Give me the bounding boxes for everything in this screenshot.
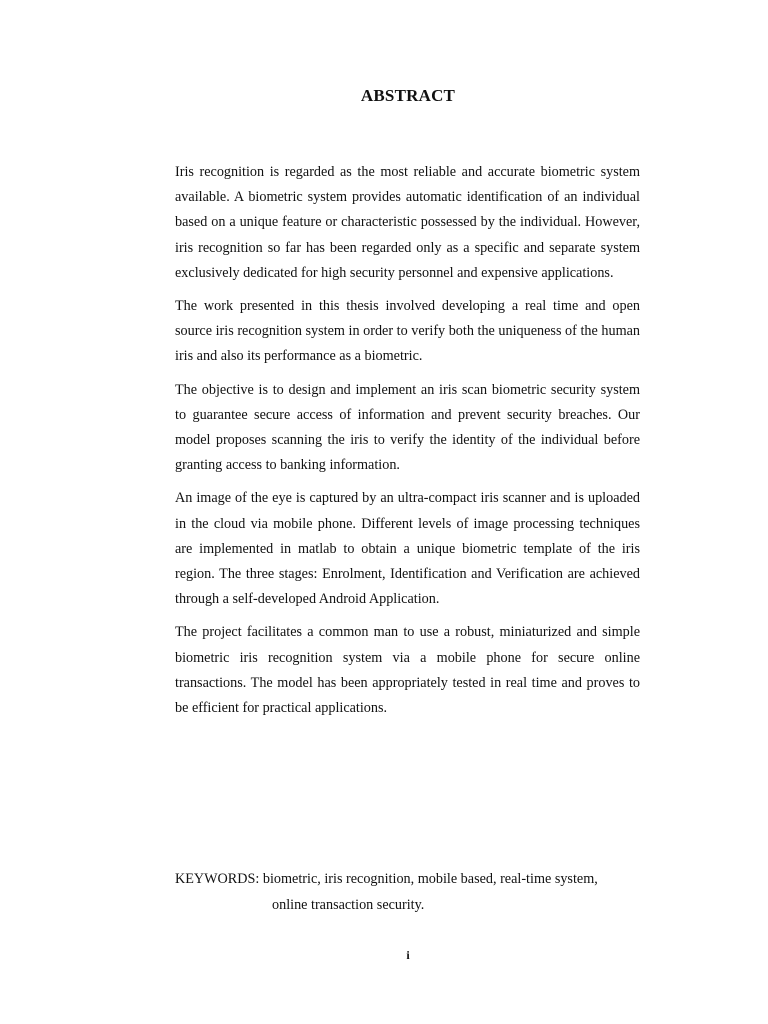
abstract-paragraph-2: The work presented in this thesis involved developing a real time and open source iris recognition system in order to verify both the uniqueness of the human iris and also its performance as a biometric. — [175, 298, 640, 365]
keywords-line-1: KEYWORDS: biometric, iris recognition, mobile based, real-time system, — [175, 871, 598, 887]
abstract-paragraph-5: The project facilitates a common man to use a robust, miniaturized and simple biometric iris recognition system via a mobile phone for secure online transactions. The model has been appropriately tested in real time and proves to be efficient for practical applications. — [175, 624, 640, 717]
keywords-line-2: online transaction security. — [272, 896, 425, 913]
abstract-paragraph-4: An image of the eye is captured by an ultra-compact iris scanner and is uploaded in the cloud via mobile phone. Different levels of image processing techniques are implemented in matlab to obtain a unique biometric template of the iris region. The three stages: Enrolment, Identification and Verification are achieved through a self-developed Android Application. — [175, 490, 640, 608]
abstract-body — [175, 160, 640, 729]
abstract-paragraph-3: The objective is to design and implement an iris scan biometric security system to guarantee secure access of information and prevent security breaches. Our model proposes scanning the iris to verify the identity of the individual before granting access to banking information. — [175, 381, 640, 474]
keywords-block — [175, 867, 645, 918]
page-number: i — [406, 948, 410, 962]
abstract-paragraph-1: Iris recognition is regarded as the most reliable and accurate biometric system available. A biometric system provides automatic identification of an individual based on a unique feature or characteristic possessed by the individual. However, iris recognition so far has been regarded only as a specific and separate system exclusively dedicated for high security personnel and expensive applications. — [175, 164, 640, 281]
abstract-title: ABSTRACT — [360, 86, 456, 105]
